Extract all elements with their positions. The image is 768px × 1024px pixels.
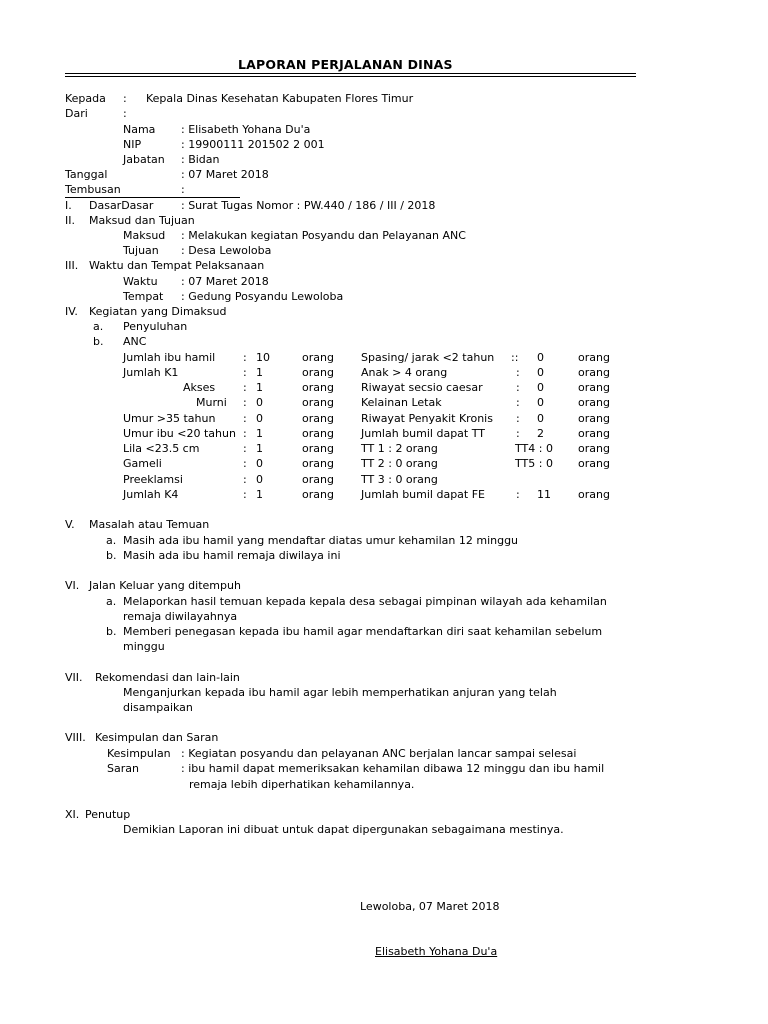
anc-left-colon: : bbox=[243, 381, 247, 394]
anc-left-value: 0 bbox=[256, 396, 263, 409]
anc-left-colon: : bbox=[243, 473, 247, 486]
maksud-value: : Melakukan kegiatan Posyandu dan Pelayanan ANC bbox=[181, 229, 466, 242]
anc-right-unit: orang bbox=[578, 351, 610, 364]
section-4-a-number: a. bbox=[93, 320, 104, 333]
title-rule-top bbox=[65, 73, 636, 74]
tanggal-label: Tanggal bbox=[65, 168, 108, 181]
anc-right-value: 11 bbox=[537, 488, 551, 501]
anc-right-colon: :: bbox=[511, 351, 519, 364]
section-4-title: Kegiatan yang Dimaksud bbox=[89, 305, 227, 318]
section-6-a-number: a. bbox=[106, 595, 117, 608]
anc-left-value: 0 bbox=[256, 412, 263, 425]
anc-left-colon: : bbox=[243, 396, 247, 409]
anc-left-unit: orang bbox=[302, 442, 334, 455]
section-4-number: IV. bbox=[65, 305, 78, 318]
section-3-number: III. bbox=[65, 259, 79, 272]
waktu-value: : 07 Maret 2018 bbox=[181, 275, 269, 288]
anc-right-value: 0 bbox=[537, 396, 544, 409]
anc-right-unit: orang bbox=[578, 366, 610, 379]
section-7-number: VII. bbox=[65, 671, 83, 684]
anc-left-unit: orang bbox=[302, 457, 334, 470]
closing-text: Demikian Laporan ini dibuat untuk dapat dipergunakan sebagaimana mestinya. bbox=[123, 823, 564, 836]
anc-left-colon: : bbox=[243, 412, 247, 425]
anc-right-colon: : bbox=[516, 396, 520, 409]
anc-right-label: Kelainan Letak bbox=[361, 396, 442, 409]
anc-right-label: TT 3 : 0 orang bbox=[361, 473, 438, 486]
anc-left-unit: orang bbox=[302, 381, 334, 394]
kepada-value: Kepala Dinas Kesehatan Kabupaten Flores Timur bbox=[146, 92, 414, 105]
section-6-b-line-1: Memberi penegasan kepada ibu hamil agar mendaftarkan diri saat kehamilan sebelum bbox=[123, 625, 603, 638]
anc-right-colon: : bbox=[516, 488, 520, 501]
anc-left-unit: orang bbox=[302, 473, 334, 486]
section-9-number: XI. bbox=[65, 808, 80, 821]
section-5-title: Masalah atau Temuan bbox=[89, 518, 210, 531]
anc-right-extra: TT5 : 0 bbox=[515, 457, 553, 470]
anc-right-label: Spasing/ jarak <2 tahun bbox=[361, 351, 495, 364]
anc-right-value: 0 bbox=[537, 412, 544, 425]
anc-right-colon: : bbox=[516, 427, 520, 440]
section-9-title: Penutup bbox=[85, 808, 131, 821]
nama-label: Nama bbox=[123, 123, 156, 136]
anc-left-unit: orang bbox=[302, 488, 334, 501]
section-2-number: II. bbox=[65, 214, 75, 227]
section-7-line-2: disampaikan bbox=[123, 701, 193, 714]
anc-right-unit: orang bbox=[578, 396, 610, 409]
kesimpulan-value: : Kegiatan posyandu dan pelayanan ANC berjalan lancar sampai selesai bbox=[181, 747, 577, 760]
anc-left-unit: orang bbox=[302, 366, 334, 379]
anc-left-label: Jumlah K4 bbox=[123, 488, 179, 501]
section-5-item-number: a. bbox=[106, 534, 117, 547]
kepada-label: Kepada bbox=[65, 92, 106, 105]
tembusan-underline bbox=[65, 197, 240, 198]
anc-right-value: 0 bbox=[537, 381, 544, 394]
anc-right-unit: orang bbox=[578, 412, 610, 425]
section-1-number: I. bbox=[65, 199, 72, 212]
section-6-b-line-2: minggu bbox=[123, 640, 165, 653]
signature-place-date: Lewoloba, 07 Maret 2018 bbox=[360, 900, 500, 913]
anc-right-unit: orang bbox=[578, 442, 610, 455]
section-4-b-number: b. bbox=[93, 335, 104, 348]
section-8-title: Kesimpulan dan Saran bbox=[95, 731, 219, 744]
anc-left-value: 0 bbox=[256, 473, 263, 486]
section-3-title: Waktu dan Tempat Pelaksanaan bbox=[89, 259, 265, 272]
anc-right-value: 2 bbox=[537, 427, 544, 440]
section-6-a-line-1: Melaporkan hasil temuan kepada kepala desa sebagai pimpinan wilayah ada kehamilan bbox=[123, 595, 607, 608]
anc-left-label: Akses bbox=[183, 381, 216, 394]
section-6-a-line-2: remaja diwilayahnya bbox=[123, 610, 238, 623]
anc-left-value: 0 bbox=[256, 457, 263, 470]
anc-left-colon: : bbox=[243, 457, 247, 470]
tembusan-colon: : bbox=[181, 183, 185, 196]
anc-left-label: Jumlah K1 bbox=[123, 366, 179, 379]
anc-right-colon: : bbox=[516, 381, 520, 394]
jabatan-label: Jabatan bbox=[123, 153, 165, 166]
anc-left-value: 1 bbox=[256, 442, 263, 455]
anc-right-unit: orang bbox=[578, 457, 610, 470]
anc-left-unit: orang bbox=[302, 396, 334, 409]
title-rule-bottom bbox=[65, 76, 636, 77]
saran-line-2: remaja lebih diperhatikan kehamilannya. bbox=[189, 778, 415, 791]
section-6-number: VI. bbox=[65, 579, 80, 592]
anc-right-label: Jumlah bumil dapat TT bbox=[361, 427, 485, 440]
anc-left-label: Umur ibu <20 tahun bbox=[123, 427, 236, 440]
anc-right-label: Anak > 4 orang bbox=[361, 366, 448, 379]
signature-name: Elisabeth Yohana Du'a bbox=[375, 945, 498, 958]
section-8-number: VIII. bbox=[65, 731, 86, 744]
jabatan-value: : Bidan bbox=[181, 153, 220, 166]
waktu-label: Waktu bbox=[123, 275, 158, 288]
section-2-title: Maksud dan Tujuan bbox=[89, 214, 195, 227]
section-1-value: : Surat Tugas Nomor : PW.440 / 186 / III / 2018 bbox=[181, 199, 436, 212]
anc-left-unit: orang bbox=[302, 412, 334, 425]
anc-right-value: 0 bbox=[537, 366, 544, 379]
anc-right-colon: : bbox=[516, 412, 520, 425]
maksud-label: Maksud bbox=[123, 229, 166, 242]
anc-right-label: Riwayat secsio caesar bbox=[361, 381, 483, 394]
dari-colon: : bbox=[123, 107, 127, 120]
section-6-title: Jalan Keluar yang ditempuh bbox=[89, 579, 241, 592]
tanggal-value: : 07 Maret 2018 bbox=[181, 168, 269, 181]
section-7-line-1: Menganjurkan kepada ibu hamil agar lebih memperhatikan anjuran yang telah bbox=[123, 686, 557, 699]
anc-left-unit: orang bbox=[302, 427, 334, 440]
nama-value: : Elisabeth Yohana Du'a bbox=[181, 123, 311, 136]
anc-right-unit: orang bbox=[578, 427, 610, 440]
kepada-colon: : bbox=[123, 92, 127, 105]
section-6-b-number: b. bbox=[106, 625, 117, 638]
anc-left-value: 10 bbox=[256, 351, 270, 364]
anc-right-unit: orang bbox=[578, 488, 610, 501]
saran-label: Saran bbox=[107, 762, 139, 775]
anc-left-colon: : bbox=[243, 442, 247, 455]
tujuan-label: Tujuan bbox=[123, 244, 159, 257]
anc-left-colon: : bbox=[243, 488, 247, 501]
anc-right-label: Jumlah bumil dapat FE bbox=[361, 488, 486, 501]
document-title: LAPORAN PERJALANAN DINAS bbox=[238, 57, 453, 72]
anc-left-label: Murni bbox=[196, 396, 227, 409]
kesimpulan-label: Kesimpulan bbox=[107, 747, 171, 760]
anc-right-colon: : bbox=[516, 366, 520, 379]
anc-left-unit: orang bbox=[302, 351, 334, 364]
section-1-label: DasarDasar bbox=[89, 199, 154, 212]
saran-line-1: : ibu hamil dapat memeriksakan kehamilan dibawa 12 minggu dan ibu hamil bbox=[181, 762, 605, 775]
section-4-a-label: Penyuluhan bbox=[123, 320, 188, 333]
anc-left-value: 1 bbox=[256, 381, 263, 394]
anc-right-label: TT 2 : 0 orang bbox=[361, 457, 438, 470]
anc-left-label: Preeklamsi bbox=[123, 473, 183, 486]
anc-left-label: Umur >35 tahun bbox=[123, 412, 216, 425]
anc-left-label: Lila <23.5 cm bbox=[123, 442, 200, 455]
section-5-item-number: b. bbox=[106, 549, 117, 562]
anc-left-label: Gameli bbox=[123, 457, 162, 470]
section-4-b-label: ANC bbox=[123, 335, 147, 348]
anc-left-colon: : bbox=[243, 366, 247, 379]
anc-left-value: 1 bbox=[256, 488, 263, 501]
anc-left-colon: : bbox=[243, 351, 247, 364]
anc-right-value: 0 bbox=[537, 351, 544, 364]
tembusan-label: Tembusan bbox=[65, 183, 121, 196]
anc-right-label: Riwayat Penyakit Kronis bbox=[361, 412, 493, 425]
anc-left-colon: : bbox=[243, 427, 247, 440]
section-5-item-text: Masih ada ibu hamil remaja diwilaya ini bbox=[123, 549, 341, 562]
tempat-value: : Gedung Posyandu Lewoloba bbox=[181, 290, 344, 303]
anc-left-value: 1 bbox=[256, 366, 263, 379]
tujuan-value: : Desa Lewoloba bbox=[181, 244, 272, 257]
anc-right-label: TT 1 : 2 orang bbox=[361, 442, 438, 455]
nip-value: : 19900111 201502 2 001 bbox=[181, 138, 325, 151]
section-5-number: V. bbox=[65, 518, 75, 531]
anc-left-label: Jumlah ibu hamil bbox=[123, 351, 216, 364]
section-7-title: Rekomendasi dan lain-lain bbox=[95, 671, 240, 684]
anc-right-extra: TT4 : 0 bbox=[515, 442, 553, 455]
section-5-item-text: Masih ada ibu hamil yang mendaftar diatas umur kehamilan 12 minggu bbox=[123, 534, 519, 547]
tempat-label: Tempat bbox=[123, 290, 164, 303]
dari-label: Dari bbox=[65, 107, 88, 120]
anc-right-unit: orang bbox=[578, 381, 610, 394]
anc-left-value: 1 bbox=[256, 427, 263, 440]
nip-label: NIP bbox=[123, 138, 142, 151]
